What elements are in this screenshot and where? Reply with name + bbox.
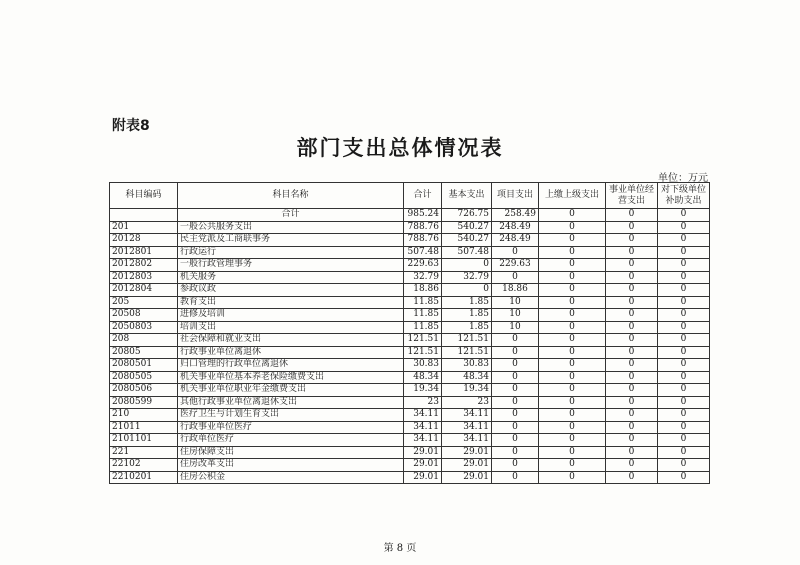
subsidy-cell: 0 [658,434,710,447]
business-cell: 0 [606,259,658,272]
subsidy-cell: 0 [658,471,710,484]
upper-cell: 0 [539,459,606,472]
project-cell: 10 [492,321,539,334]
table-row [110,271,710,284]
subsidy-cell: 0 [658,321,710,334]
basic-cell: 1.85 [442,296,492,309]
header-upper: 上缴上级支出 [539,183,606,209]
name-cell: 住房改革支出 [178,459,404,472]
subsidy-cell: 0 [658,396,710,409]
table-row [110,309,710,322]
business-cell: 0 [606,396,658,409]
subsidy-cell: 0 [658,446,710,459]
appendix-label: 附表8 [112,118,150,134]
total-cell: 30.83 [404,359,442,372]
project-cell: 0 [492,396,539,409]
basic-cell: 34.11 [442,421,492,434]
total-cell: 788.76 [404,234,442,247]
total-cell: 507.48 [404,246,442,259]
project-cell: 0 [492,371,539,384]
business-cell: 0 [606,371,658,384]
subsidy-cell: 0 [658,359,710,372]
basic-cell: 23 [442,396,492,409]
upper-cell: 0 [539,234,606,247]
table-row [110,421,710,434]
subsidy-cell: 0 [658,346,710,359]
upper-cell: 0 [539,359,606,372]
subsidy-cell: 0 [658,309,710,322]
name-cell: 其他行政事业单位离退休支出 [178,396,404,409]
name-cell: 民主党派及工商联事务 [178,234,404,247]
header-subsidy: 对下级单位补助支出 [658,183,710,209]
basic-cell: 121.51 [442,334,492,347]
table-row [110,359,710,372]
header-name: 科目名称 [178,183,404,209]
basic-cell: 1.85 [442,321,492,334]
business-cell: 0 [606,446,658,459]
basic-cell: 0 [442,284,492,297]
table-row [110,409,710,422]
total-cell: 29.01 [404,471,442,484]
code-cell: 2012801 [110,246,178,259]
table-row [110,296,710,309]
business-cell: 0 [606,346,658,359]
project-cell: 0 [492,409,539,422]
header-total: 合计 [404,183,442,209]
business-cell: 0 [606,296,658,309]
project-cell: 0 [492,434,539,447]
total-cell: 11.85 [404,321,442,334]
total-basic: 726.75 [442,209,492,222]
expenditure-table [109,182,710,484]
name-cell: 培训支出 [178,321,404,334]
basic-cell: 34.11 [442,434,492,447]
name-cell: 归口管理的行政单位离退休 [178,359,404,372]
business-cell: 0 [606,359,658,372]
total-cell: 229.63 [404,259,442,272]
project-cell: 0 [492,471,539,484]
project-cell: 0 [492,421,539,434]
table-row [110,446,710,459]
name-cell: 教育支出 [178,296,404,309]
code-cell: 2080501 [110,359,178,372]
name-cell: 行政事业单位离退休 [178,346,404,359]
page-title: 部门支出总体情况表 [296,136,504,160]
code-cell: 22102 [110,459,178,472]
total-label: 合计 [178,209,404,222]
name-cell: 医疗卫生与计划生育支出 [178,409,404,422]
name-cell: 住房公积金 [178,471,404,484]
basic-cell: 34.11 [442,409,492,422]
subsidy-cell: 0 [658,246,710,259]
project-cell: 0 [492,246,539,259]
table-row [110,434,710,447]
table-row [110,396,710,409]
subsidy-cell: 0 [658,234,710,247]
basic-cell: 30.83 [442,359,492,372]
subsidy-cell: 0 [658,259,710,272]
basic-cell: 121.51 [442,346,492,359]
upper-cell: 0 [539,471,606,484]
subsidy-cell: 0 [658,296,710,309]
upper-cell: 0 [539,271,606,284]
total-cell: 32.79 [404,271,442,284]
subsidy-cell: 0 [658,284,710,297]
basic-cell: 0 [442,259,492,272]
subsidy-cell: 0 [658,459,710,472]
upper-cell: 0 [539,371,606,384]
project-cell: 10 [492,296,539,309]
total-subsidy: 0 [658,209,710,222]
total-cell: 48.34 [404,371,442,384]
total-cell: 34.11 [404,421,442,434]
name-cell: 机关服务 [178,271,404,284]
code-cell: 201 [110,221,178,234]
basic-cell: 29.01 [442,446,492,459]
total-cell: 11.85 [404,309,442,322]
table-row [110,221,710,234]
total-cell: 29.01 [404,459,442,472]
subsidy-cell: 0 [658,421,710,434]
header-project: 项目支出 [492,183,539,209]
code-cell: 21011 [110,421,178,434]
business-cell: 0 [606,284,658,297]
subsidy-cell: 0 [658,409,710,422]
subsidy-cell: 0 [658,334,710,347]
upper-cell: 0 [539,384,606,397]
code-cell: 2012802 [110,259,178,272]
table-header-row [110,183,710,209]
business-cell: 0 [606,471,658,484]
project-cell: 10 [492,309,539,322]
basic-cell: 507.48 [442,246,492,259]
basic-cell: 540.27 [442,221,492,234]
upper-cell: 0 [539,409,606,422]
upper-cell: 0 [539,346,606,359]
project-cell: 0 [492,334,539,347]
table-row [110,346,710,359]
business-cell: 0 [606,246,658,259]
code-cell: 2210201 [110,471,178,484]
total-cell: 23 [404,396,442,409]
code-cell: 208 [110,334,178,347]
total-cell: 11.85 [404,296,442,309]
name-cell: 行政运行 [178,246,404,259]
table-row [110,334,710,347]
total-cell: 788.76 [404,221,442,234]
upper-cell: 0 [539,421,606,434]
header-code: 科目编码 [110,183,178,209]
total-cell: 121.51 [404,334,442,347]
name-cell: 进修及培训 [178,309,404,322]
code-cell: 2080506 [110,384,178,397]
code-cell: 2050803 [110,321,178,334]
total-cell: 19.34 [404,384,442,397]
table-row [110,321,710,334]
upper-cell: 0 [539,396,606,409]
subsidy-cell: 0 [658,271,710,284]
total-cell: 18.86 [404,284,442,297]
code-cell: 20805 [110,346,178,359]
basic-cell: 48.34 [442,371,492,384]
subsidy-cell: 0 [658,384,710,397]
table-row [110,384,710,397]
name-cell: 机关事业单位基本养老保险缴费支出 [178,371,404,384]
table-row [110,259,710,272]
code-cell: 20128 [110,234,178,247]
business-cell: 0 [606,309,658,322]
basic-cell: 29.01 [442,471,492,484]
upper-cell: 0 [539,334,606,347]
basic-cell: 540.27 [442,234,492,247]
name-cell: 一般行政管理事务 [178,259,404,272]
code-cell: 2080505 [110,371,178,384]
total-cell: 34.11 [404,434,442,447]
business-cell: 0 [606,321,658,334]
subsidy-cell: 0 [658,371,710,384]
total-cell: 121.51 [404,346,442,359]
project-cell: 0 [492,384,539,397]
upper-cell: 0 [539,296,606,309]
name-cell: 住房保障支出 [178,446,404,459]
basic-cell: 29.01 [442,459,492,472]
code-cell: 2080599 [110,396,178,409]
code-cell: 210 [110,409,178,422]
basic-cell: 32.79 [442,271,492,284]
upper-cell: 0 [539,284,606,297]
name-cell: 行政事业单位医疗 [178,421,404,434]
upper-cell: 0 [539,446,606,459]
name-cell: 参政议政 [178,284,404,297]
project-cell: 0 [492,346,539,359]
basic-cell: 1.85 [442,309,492,322]
project-cell: 0 [492,271,539,284]
name-cell: 一般公共服务支出 [178,221,404,234]
total-row [110,209,710,222]
name-cell: 社会保障和就业支出 [178,334,404,347]
table-row [110,246,710,259]
upper-cell: 0 [539,309,606,322]
table-row [110,234,710,247]
subsidy-cell: 0 [658,221,710,234]
business-cell: 0 [606,421,658,434]
business-cell: 0 [606,221,658,234]
code-cell: 205 [110,296,178,309]
business-cell: 0 [606,271,658,284]
project-cell: 248.49 [492,234,539,247]
table-row [110,284,710,297]
total-upper: 0 [539,209,606,222]
total-code-cell [110,209,178,222]
page-number: 第 8 页 [383,543,417,554]
basic-cell: 19.34 [442,384,492,397]
project-cell: 248.49 [492,221,539,234]
upper-cell: 0 [539,246,606,259]
business-cell: 0 [606,409,658,422]
table-row [110,471,710,484]
code-cell: 221 [110,446,178,459]
business-cell: 0 [606,384,658,397]
upper-cell: 0 [539,434,606,447]
upper-cell: 0 [539,221,606,234]
name-cell: 行政单位医疗 [178,434,404,447]
total-cell: 29.01 [404,446,442,459]
project-cell: 0 [492,459,539,472]
upper-cell: 0 [539,321,606,334]
table-row [110,459,710,472]
total-total: 985.24 [404,209,442,222]
project-cell: 229.63 [492,259,539,272]
header-business: 事业单位经营支出 [606,183,658,209]
header-basic: 基本支出 [442,183,492,209]
business-cell: 0 [606,459,658,472]
code-cell: 2101101 [110,434,178,447]
business-cell: 0 [606,234,658,247]
project-cell: 0 [492,359,539,372]
table-row [110,371,710,384]
total-cell: 34.11 [404,409,442,422]
total-project: 258.49 [492,209,539,222]
unit-label: 单位：万元 [658,173,708,184]
business-cell: 0 [606,434,658,447]
code-cell: 2012804 [110,284,178,297]
code-cell: 20508 [110,309,178,322]
project-cell: 0 [492,446,539,459]
project-cell: 18.86 [492,284,539,297]
total-business: 0 [606,209,658,222]
name-cell: 机关事业单位职业年金缴费支出 [178,384,404,397]
business-cell: 0 [606,334,658,347]
code-cell: 2012803 [110,271,178,284]
upper-cell: 0 [539,259,606,272]
